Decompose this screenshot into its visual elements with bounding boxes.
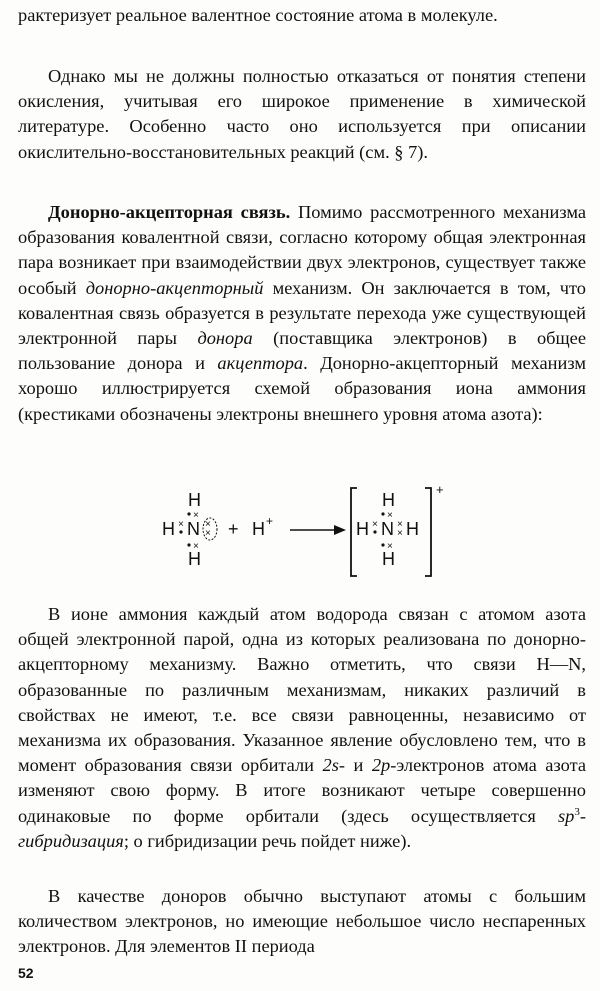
lone-pair	[203, 518, 217, 540]
text-run: (поставщика электронов) в общее пользование донора и	[18, 328, 586, 374]
svg-text:×: ×	[397, 519, 403, 530]
term-italic: акцептора	[217, 353, 304, 374]
ion-h-top: H	[382, 490, 395, 510]
n-atom: N	[187, 519, 200, 539]
svg-text:×: ×	[178, 519, 184, 530]
paragraph-oxidation-state: Однако мы не должны полностью отказаться от понятия степени окисления, учитывая его широкое применение в химической литературе. Особенно часто оно используется при описании окислительно-восстановительных реакций (см. § 7).	[18, 66, 586, 162]
paragraph-continuation: рактеризует реальное валентное состояние атома в молекуле.	[18, 5, 498, 25]
ion-h-bottom: H	[382, 549, 395, 569]
ammonium-formation-scheme	[0, 478, 600, 588]
text-run: Помимо рассмотренного механизма образования ковалентной связи, согласно которому общая электронная пара возникает при взаимодействии двух электронов, существует также особый	[18, 202, 586, 298]
svg-text:×: ×	[193, 510, 199, 521]
term-italic: sp	[558, 805, 575, 826]
svg-text:×: ×	[387, 510, 393, 521]
ion-n-atom: N	[381, 519, 394, 539]
proton-charge: +	[266, 514, 274, 528]
paragraph-donors: В качестве доноров обычно выступают атомы с большим количеством электронов, но имеющие небольшое число неспаренных электронов. Для элементов II периода	[18, 886, 586, 957]
h-top: H	[188, 490, 201, 510]
ion-charge: +	[436, 482, 444, 497]
term-italic: 2p	[371, 755, 391, 776]
text-run: В ионе аммония каждый атом водорода связан с атомом азота общей электронной парой, одна из которых реализована по донорно-акцепторному механизму. Важно отметить, что связи H—N, образованные по различным механизмам, никаких различий в свойствах не имеют, т.е. все связи равноценны, независимо от механизма их образования. Указанное явление обусловлено тем, что в момент образования связи орбитали	[18, 604, 586, 776]
ion-h-right: H	[406, 519, 419, 539]
term-italic: -гибридизация	[18, 805, 586, 851]
svg-text:×: ×	[205, 528, 211, 539]
reaction-arrow	[290, 525, 346, 535]
ion-h-left: H	[356, 519, 369, 539]
svg-text:×: ×	[372, 519, 378, 530]
page-number: 52	[18, 965, 34, 981]
paragraph-ammonium-ion	[18, 602, 586, 854]
svg-text:×: ×	[397, 528, 403, 539]
term-italic: донора	[197, 328, 253, 349]
h-left: H	[162, 519, 175, 539]
plus-sign: +	[228, 519, 239, 539]
section-heading: Донорно-акцепторная связь.	[48, 202, 291, 222]
text-run: - и	[338, 755, 372, 776]
superscript: 3	[574, 805, 580, 818]
svg-text:×: ×	[205, 519, 211, 530]
text-run: . Донорно-акцепторный механизм хорошо иллюстрируется схемой образования иона аммония (крестиками обозначены электроны внешнего уровня атома азота):	[18, 353, 586, 424]
proton: H	[252, 519, 265, 539]
paragraph-donor-acceptor	[18, 200, 586, 427]
bracket-right	[425, 488, 431, 576]
svg-text:×: ×	[387, 541, 393, 552]
svg-text:×: ×	[193, 541, 199, 552]
term-italic: донорно-акцепторный	[85, 277, 264, 298]
h-bottom: H	[188, 549, 201, 569]
text-run: механизм. Он заключается в том, что ковалентная связь образуется в результате перехода уже существующей электронной пары	[18, 277, 586, 349]
text-run: ; о гибридизации речь пойдет ниже).	[123, 830, 412, 851]
text-run: -электронов атома азота изменяют свою форму. В итоге возникают четыре совершенно одинаковые по форме орбитали (здесь осуществляется	[18, 755, 586, 826]
term-italic: 2s	[322, 755, 339, 776]
